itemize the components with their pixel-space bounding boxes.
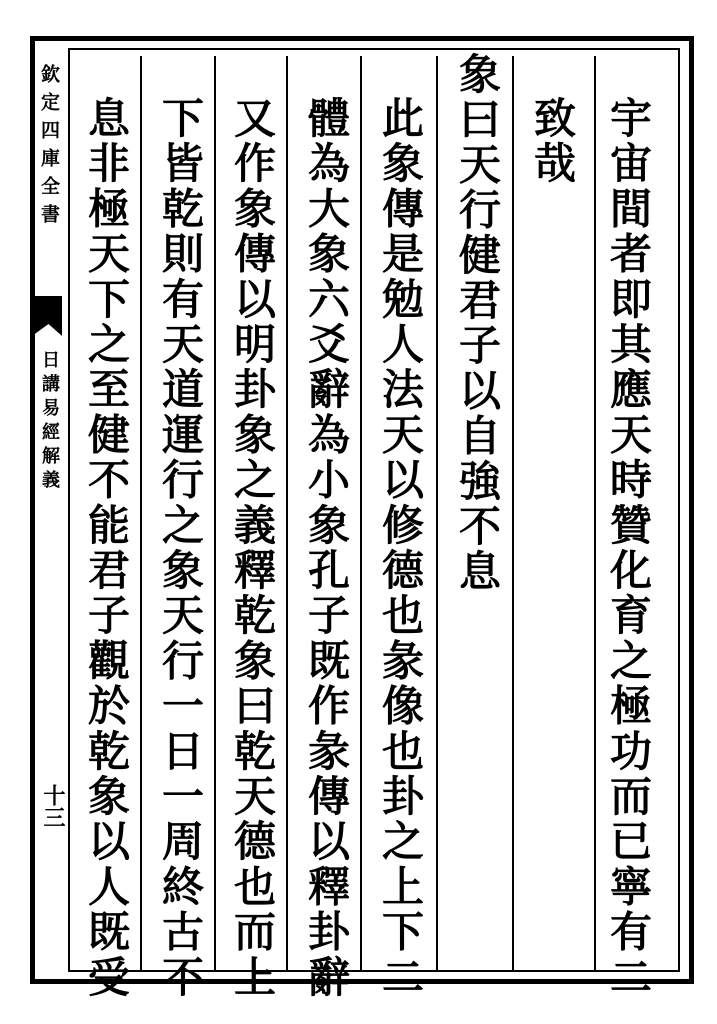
text-column-4: 此象傳是勉人法天以修德也彖像也卦之上下二 xyxy=(376,96,425,1000)
column-rule xyxy=(436,56,438,970)
text-column-2: 致哉 xyxy=(528,96,577,187)
text-column-1: 宇宙間者即其應天時贊化育之極功而已寧有二 xyxy=(604,96,653,1000)
column-rule xyxy=(360,56,362,970)
text-column-5: 體為大象六爻辭為小象孔子既作彖傳以釋卦辭 xyxy=(302,96,351,1000)
book-title: 日講易經解義 xyxy=(39,350,60,494)
collection-title: 欽定四庫全書 xyxy=(38,64,60,232)
column-rule xyxy=(140,56,142,970)
column-rule xyxy=(512,56,514,970)
text-column-7: 下皆乾則有天道運行之象天行一日一周終古不 xyxy=(156,96,205,1000)
column-rule xyxy=(594,56,596,970)
text-column-8: 息非極天下之至健不能君子觀於乾象以人既受 xyxy=(82,96,131,1000)
column-rule xyxy=(286,56,288,970)
page-number: 十三 xyxy=(40,784,66,828)
column-rule xyxy=(214,56,216,970)
text-column-6: 又作象傳以明卦象之義釋乾象曰乾天德也而上 xyxy=(228,96,277,1000)
text-column-3: 象曰天行健君子以自強不息 xyxy=(453,52,502,595)
